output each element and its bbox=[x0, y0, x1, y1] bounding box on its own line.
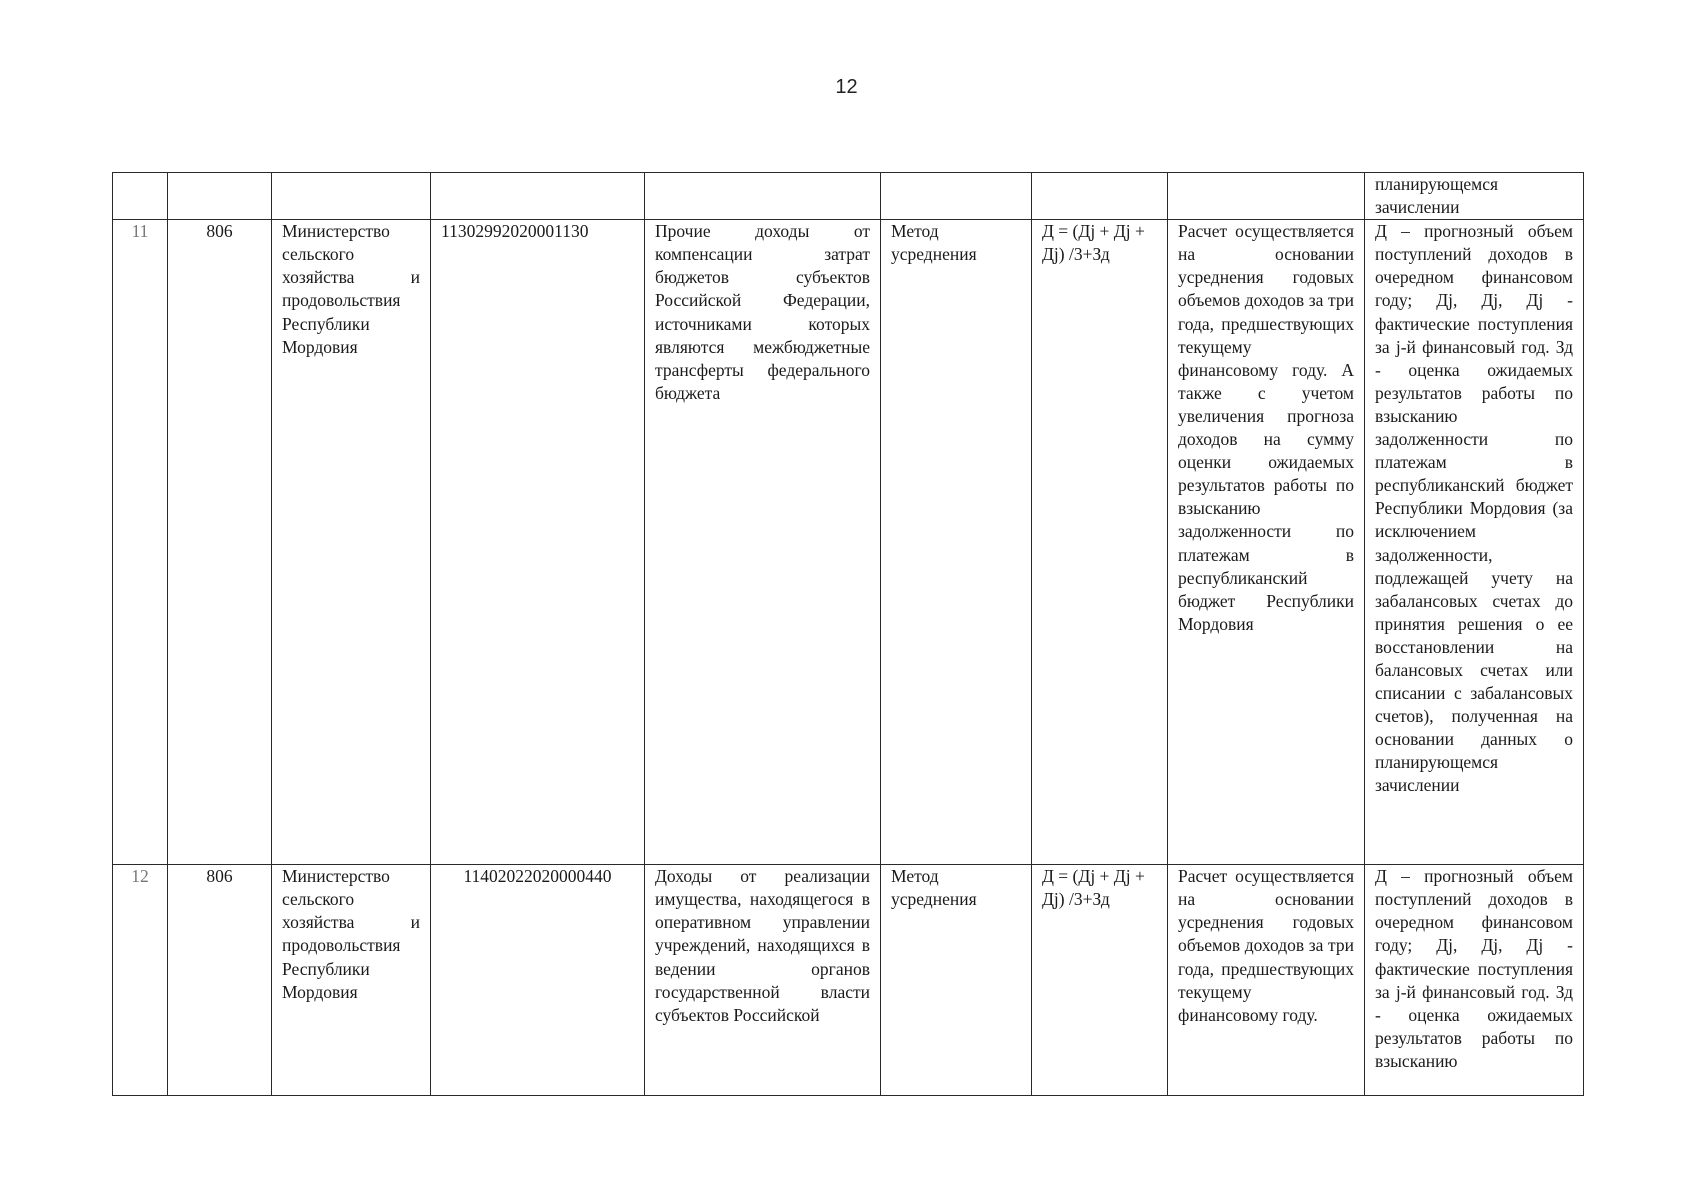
cell-kbk bbox=[431, 173, 645, 220]
cell-formula bbox=[1032, 173, 1168, 220]
revenue-forecast-table bbox=[112, 172, 1584, 1096]
cell-formula: Д = (Дj + Дj + Дj) /3+Зд bbox=[1032, 220, 1168, 865]
page-number: 12 bbox=[835, 76, 858, 98]
cell-kbk: 11402022020000440 bbox=[431, 865, 645, 1096]
cell-name: Прочие доходы от компенсации затрат бюджетов субъектов Российской Федерации, источниками которых являются межбюджетные трансферты федерального бюджета bbox=[645, 220, 881, 865]
cell-method: Метод усреднения bbox=[881, 220, 1032, 865]
cell-algorithm: Расчет осуществляется на основании усреднения годовых объемов доходов за три года, предшествующих текущему финансовому году. bbox=[1168, 865, 1365, 1096]
cell-formula: Д = (Дj + Дj + Дj) /3+Зд bbox=[1032, 865, 1168, 1096]
cell-indicators: Д – прогнозный объем поступлений доходов в очередном финансовом году; Дj, Дj, Дj - фактические поступления за j-й финансовый год. Зд - оценка ожидаемых результатов работы по взысканию bbox=[1365, 865, 1584, 1096]
cell-kbk: 11302992020001130 bbox=[431, 220, 645, 865]
cell-num bbox=[113, 173, 168, 220]
cell-indicators: Д – прогнозный объем поступлений доходов в очередном финансовом году; Дj, Дj, Дj - фактические поступления за j-й финансовый год. Зд - оценка ожидаемых результатов работы по взысканию задолженности по платежам в республиканский бюджет Республики Мордовия (за исключением задолженности, подлежащей учету на забалансовых счетах до принятия решения о ее восстановлении на балансовых счетах или списании с забалансовых счетов), полученная на основании данных о планирующемся зачислении bbox=[1365, 220, 1584, 865]
cell-name bbox=[645, 173, 881, 220]
cell-admin: Министерство сельского хозяйства и продовольствия Республики Мордовия bbox=[272, 220, 431, 865]
cell-num: 12 bbox=[113, 865, 168, 1096]
cell-code bbox=[168, 173, 272, 220]
cell-code: 806 bbox=[168, 865, 272, 1096]
table-row bbox=[113, 220, 1584, 865]
cell-code: 806 bbox=[168, 220, 272, 865]
cell-admin: Министерство сельского хозяйства и продовольствия Республики Мордовия bbox=[272, 865, 431, 1096]
cell-method bbox=[881, 173, 1032, 220]
cell-method: Метод усреднения bbox=[881, 865, 1032, 1096]
table-row bbox=[113, 865, 1584, 1096]
cell-algorithm bbox=[1168, 173, 1365, 220]
cell-indicators: планирующемся зачислении bbox=[1365, 173, 1584, 220]
cell-num: 11 bbox=[113, 220, 168, 865]
table-row-continuation bbox=[113, 173, 1584, 220]
cell-admin bbox=[272, 173, 431, 220]
cell-name: Доходы от реализации имущества, находящегося в оперативном управлении учреждений, находящихся в ведении органов государственной власти субъектов Российской bbox=[645, 865, 881, 1096]
cell-algorithm: Расчет осуществляется на основании усреднения годовых объемов доходов за три года, предшествующих текущему финансовому году. А также с учетом увеличения прогноза доходов на сумму оценки ожидаемых результатов работы по взысканию задолженности по платежам в республиканский бюджет Республики Мордовия bbox=[1168, 220, 1365, 865]
